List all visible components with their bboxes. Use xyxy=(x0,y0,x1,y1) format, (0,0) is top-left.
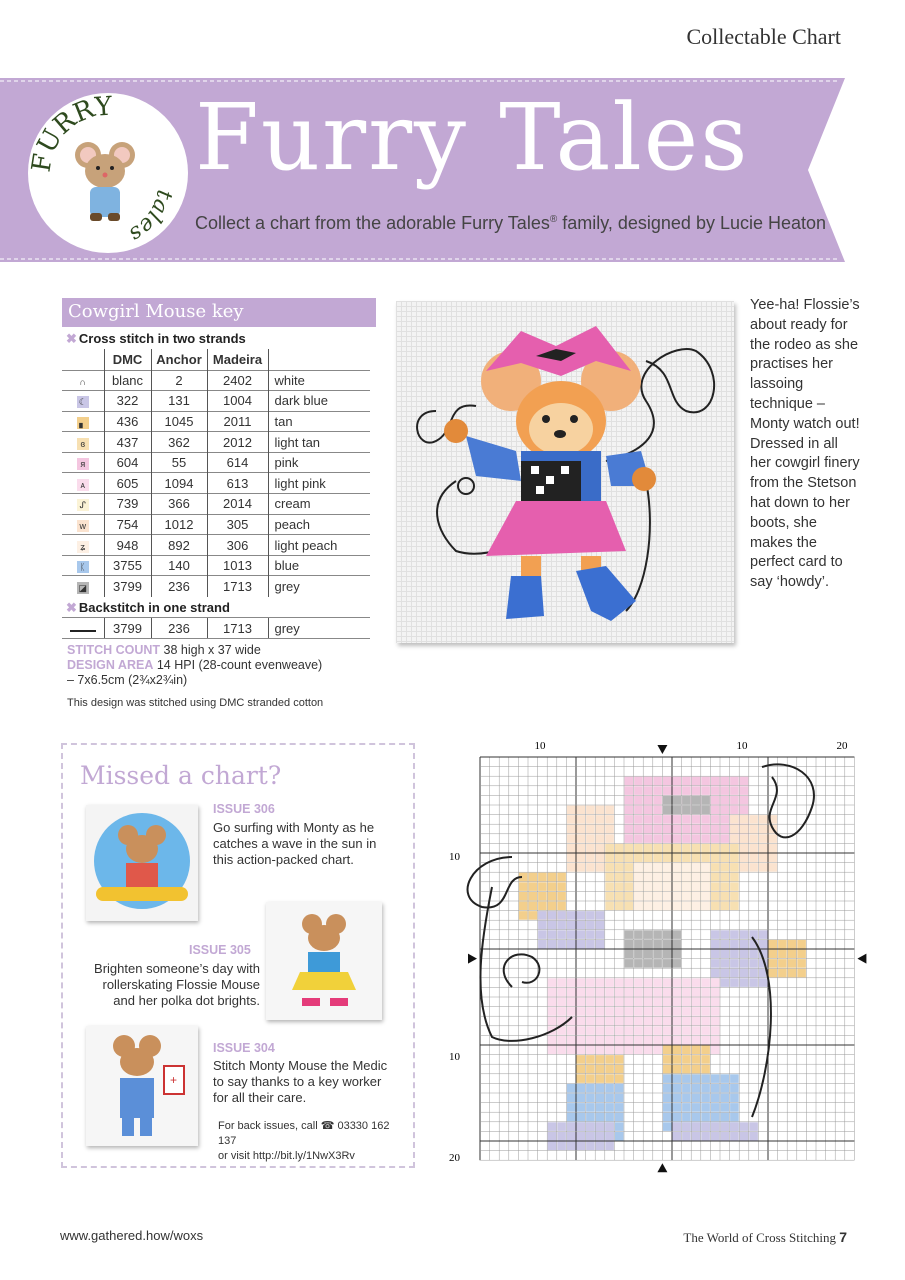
stitched-preview-image xyxy=(396,301,734,643)
left-axis-label: 20 xyxy=(449,1152,460,1164)
top-axis-label: 10 xyxy=(534,740,546,752)
column-dmc: DMC xyxy=(104,349,151,370)
symbol-icon: я xyxy=(77,458,89,470)
table-row: ᴡ 754 1012 305 peach xyxy=(62,514,370,535)
footer-url[interactable]: www.gathered.how/woxs xyxy=(60,1228,204,1243)
back-issues-info: For back issues, call ☎ 03330 162 137 or visit http://bit.ly/1NwX3Rv xyxy=(218,1119,408,1164)
stitch-note: This design was stitched using DMC stranded cotton xyxy=(67,697,324,709)
centre-marker-bottom xyxy=(657,1163,667,1172)
centre-marker-top xyxy=(657,745,667,754)
page-title: Furry Tales xyxy=(195,84,750,191)
issue-305-text: Brighten someone’s day with rollerskating Flossie Mouse and her polka dot brights. xyxy=(94,961,260,1008)
table-row: я 604 55 614 pink xyxy=(62,452,370,473)
left-axis-label: 10 xyxy=(449,1051,460,1063)
symbol-icon: ᴀ xyxy=(77,479,89,491)
top-axis-label: 10 xyxy=(736,740,748,752)
symbol-icon: ∩ xyxy=(77,376,89,388)
issue-304-thumbnail xyxy=(86,1026,198,1146)
symbol-icon: ◪ xyxy=(78,582,87,593)
table-row: ▖ 436 1045 2011 tan xyxy=(62,411,370,432)
issue-304-text: Stitch Monty Mouse the Medic to say thanks to a key worker for all their care. xyxy=(213,1058,388,1105)
cross-icon: ✖ xyxy=(66,331,77,346)
column-madeira: Madeira xyxy=(207,349,268,370)
key-title: Cowgirl Mouse key xyxy=(62,298,376,327)
svg-text:tales: tales xyxy=(124,187,177,247)
backstitch-heading: ✖ Backstitch in one strand xyxy=(66,600,230,615)
design-stats: STITCH COUNT 38 high x 37 wide DESIGN AREA 14 HPI (28-count evenweave) – 7x6.5cm (2¾x2¾in) xyxy=(67,643,323,687)
symbol-icon: ʑ xyxy=(77,541,89,553)
table-row: ᛕ 3755 140 1013 blue xyxy=(62,555,370,576)
symbol-icon: ᔑ xyxy=(77,499,89,511)
backstitch-table xyxy=(62,617,370,639)
banner-subtitle: Collect a chart from the adorable Furry Tales® family, designed by Lucie Heaton xyxy=(195,213,827,233)
symbol-icon: ɞ xyxy=(77,438,89,450)
svg-text:+: + xyxy=(170,1073,178,1087)
centre-marker-left xyxy=(468,954,477,964)
missed-chart-title: Missed a chart? xyxy=(80,761,282,790)
issue-306-thumbnail xyxy=(86,805,198,921)
issue-306-text: Go surfing with Monty as he catches a wave in the sun in this action-packed chart. xyxy=(213,820,377,867)
backstitch-line-icon xyxy=(70,629,96,633)
table-row: ◪ 3799 236 1713 grey xyxy=(62,576,370,597)
table-row: ᔑ 739 366 2014 cream xyxy=(62,494,370,515)
thread-key-table xyxy=(62,349,370,597)
table-row: ∩ blanc 2 2402 white xyxy=(62,370,370,391)
cross-icon: ✖ xyxy=(66,600,77,615)
issue-305-thumbnail xyxy=(266,902,382,1020)
svg-text:FURRY: FURRY xyxy=(28,93,114,175)
symbol-icon: ☾ xyxy=(78,397,87,408)
issue-304-heading: ISSUE 304 xyxy=(213,1041,275,1055)
symbol-icon: ▖ xyxy=(77,417,89,429)
column-anchor: Anchor xyxy=(151,349,207,370)
table-row: 3799 236 1713 grey xyxy=(62,618,370,639)
section-label: Collectable Chart xyxy=(686,24,841,49)
centre-marker-right xyxy=(857,954,866,964)
symbol-icon: ᛕ xyxy=(77,561,89,573)
cross-stitch-heading: ✖ Cross stitch in two strands xyxy=(66,331,246,346)
footer-magazine: The World of Cross Stitching 7 xyxy=(683,1229,847,1245)
left-axis-label: 10 xyxy=(449,851,460,863)
issue-305-heading: ISSUE 305 xyxy=(189,943,251,957)
table-row: ʑ 948 892 306 light peach xyxy=(62,535,370,556)
back-issues-link[interactable]: or visit http://bit.ly/1NwX3Rv xyxy=(218,1150,355,1162)
symbol-icon: ᴡ xyxy=(77,520,89,532)
cross-stitch-chart xyxy=(449,737,852,1167)
top-axis-label: 20 xyxy=(836,740,848,752)
table-row: ɞ 437 362 2012 light tan xyxy=(62,432,370,453)
furry-tales-logo xyxy=(28,93,188,253)
table-row: ☾ 322 131 1004 dark blue xyxy=(62,391,370,412)
preview-description: Yee-ha! Flossie’s about ready for the rodeo as she practises her lassoing technique – Monty watch out! Dressed in all her cowgirl finery from the Stetson hat down to her boots, she makes the perfect card to say ‘howdy’. xyxy=(750,297,860,591)
issue-306-heading: ISSUE 306 xyxy=(213,802,275,816)
table-row: ᴀ 605 1094 613 light pink xyxy=(62,473,370,494)
